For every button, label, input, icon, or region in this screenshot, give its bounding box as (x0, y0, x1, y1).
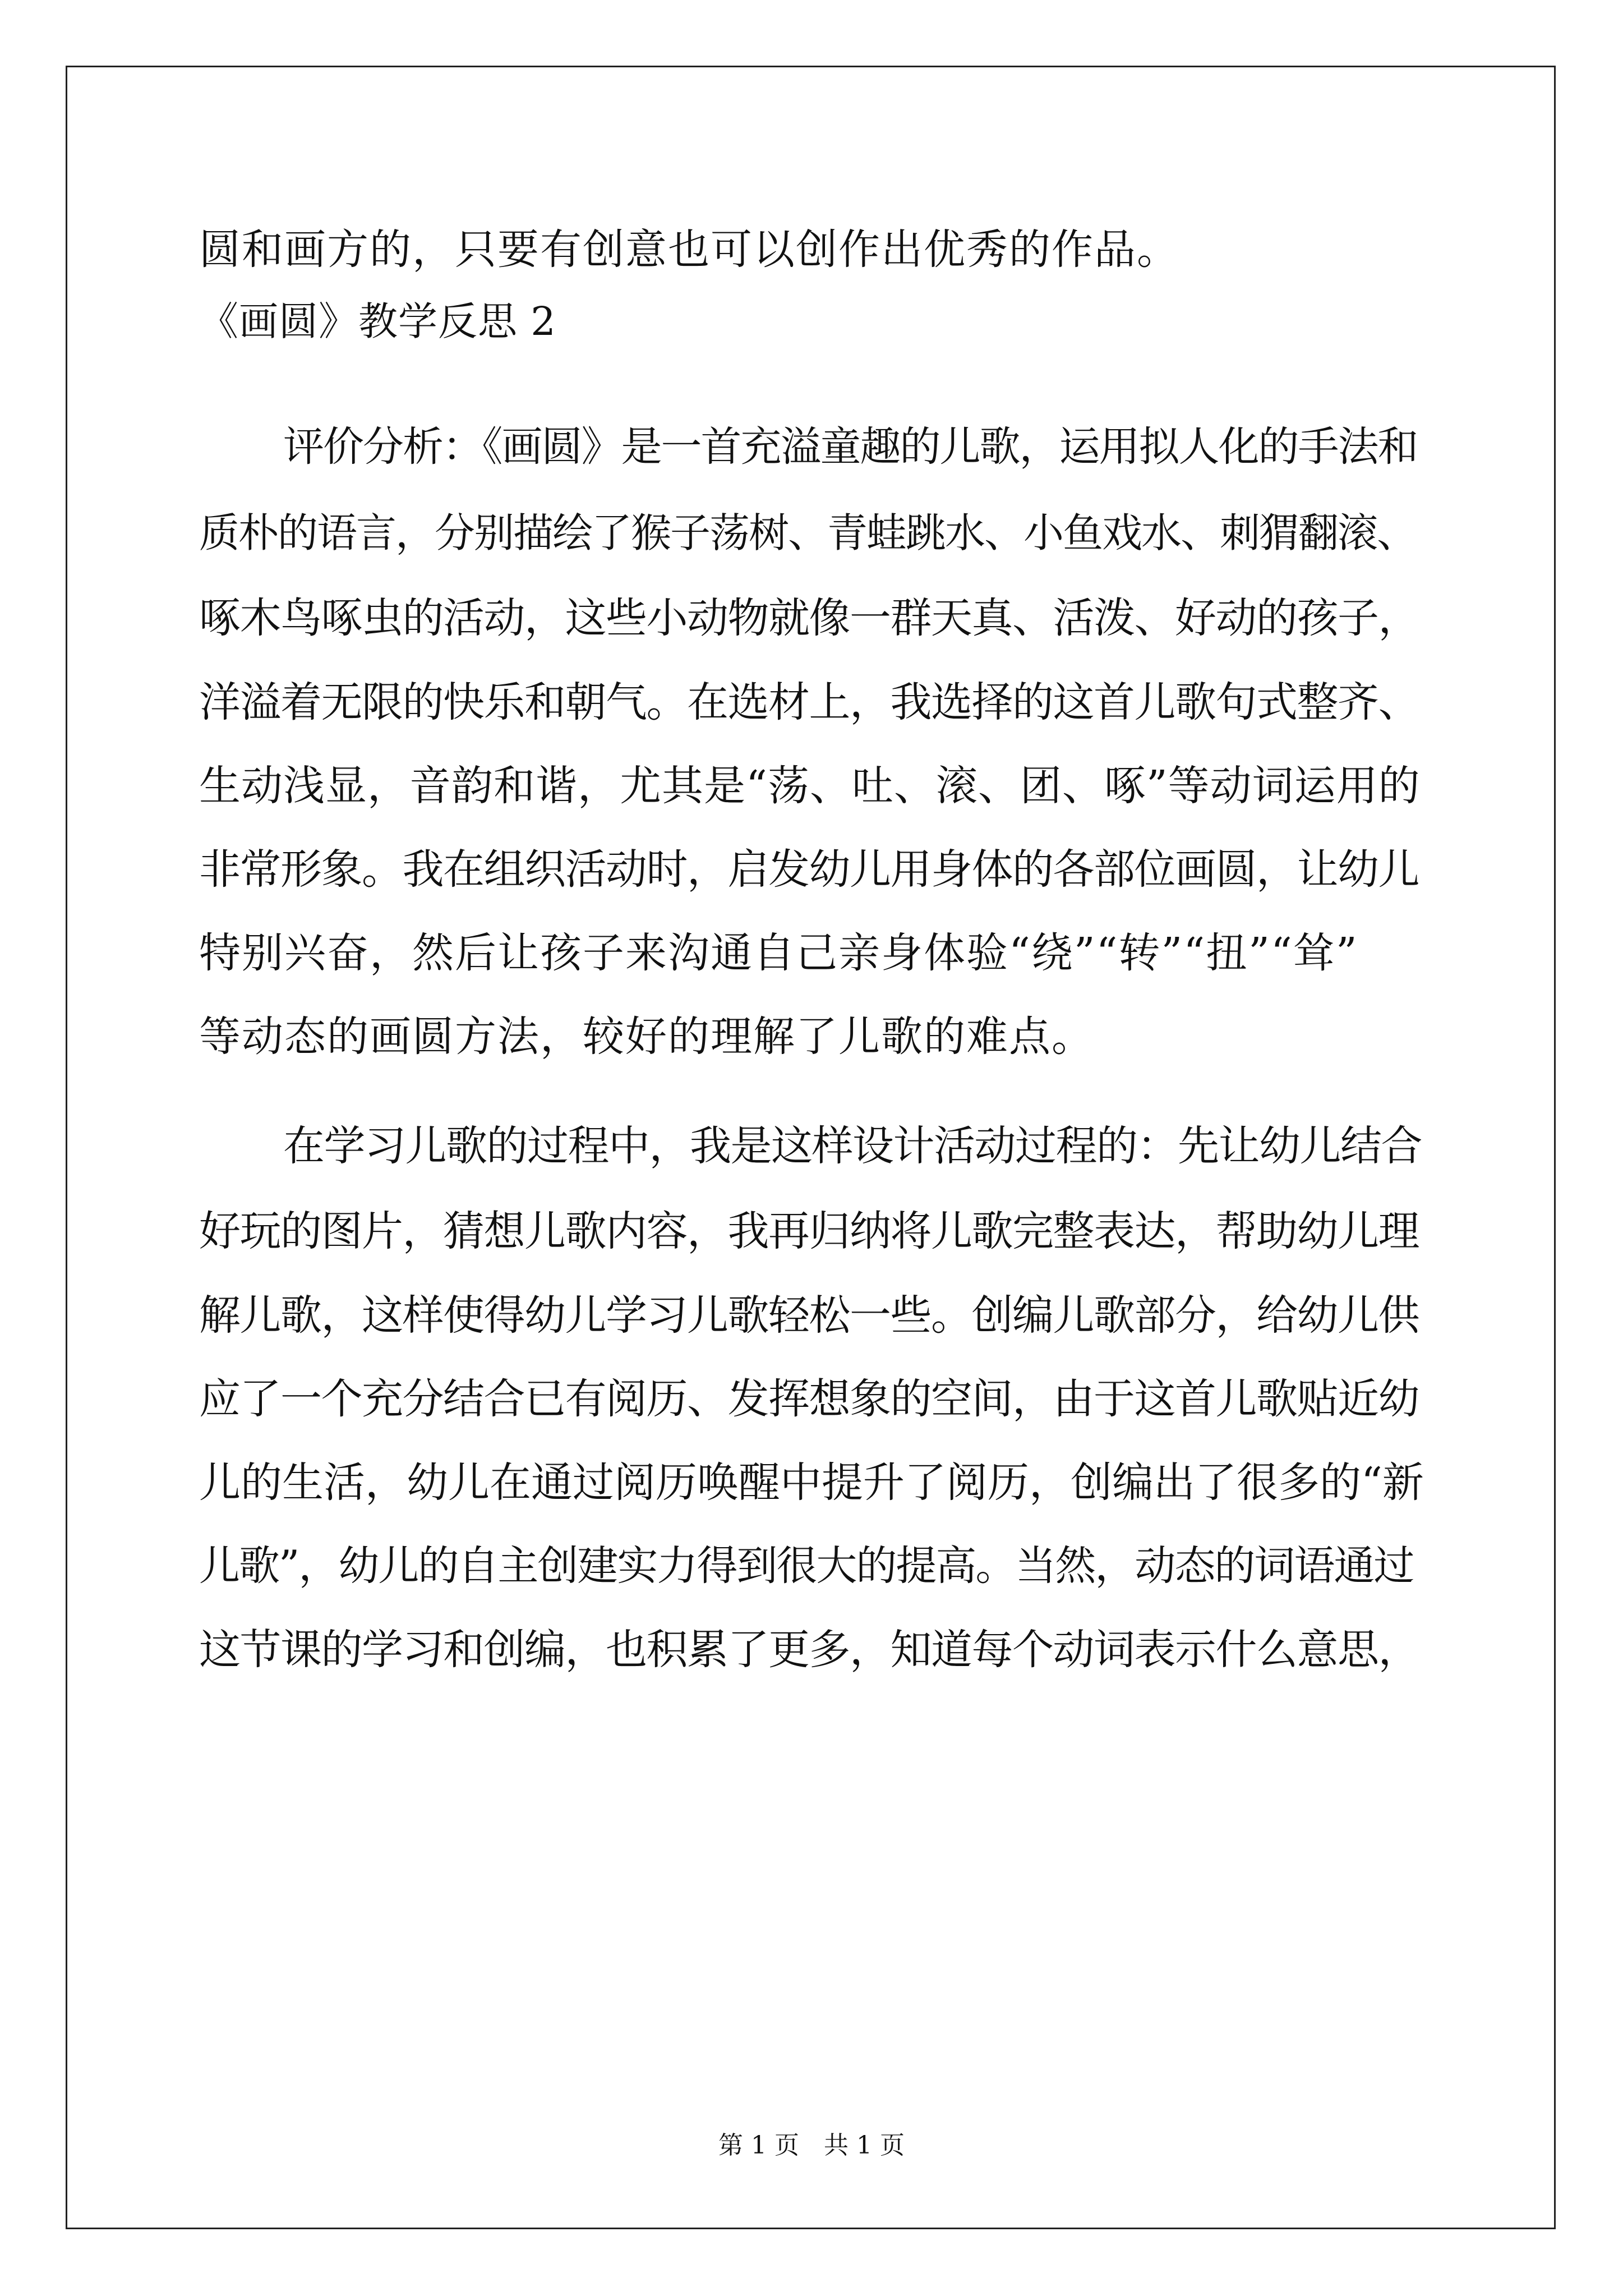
section-heading: 《画圆》教学反思 2 (199, 298, 556, 344)
text-line: 这节课的学习和创编，也积累了更多，知道每个动词表示什么意思， (199, 1626, 1419, 1674)
text-line: 儿歌”，幼儿的自主创建实力得到很大的提高。当然，动态的词语通过 (199, 1542, 1414, 1590)
text-line: 等动态的画圆方法，较好的理解了儿歌的难点。 (199, 1013, 1094, 1061)
text-line: 非常形象。我在组织活动时，启发幼儿用身体的各部位画圆，让幼儿 (199, 845, 1419, 894)
text-line: 儿的生活，幼儿在通过阅历唤醒中提升了阅历，创编出了很多的“新 (199, 1458, 1424, 1507)
text-line: 在学习儿歌的过程中，我是这样设计活动过程的：先让幼儿结合 (283, 1122, 1422, 1170)
text-line: 好玩的图片，猜想儿歌内容，我再归纳将儿歌完整表达，帮助幼儿理 (199, 1207, 1419, 1255)
text-line: 应了一个充分结合已有阅历、发挥想象的空间，由于这首儿歌贴近幼 (199, 1375, 1419, 1423)
text-line: 生动浅显，音韵和谐，尤其是“荡、吐、滚、团、啄”等动词运用的 (199, 762, 1421, 810)
text-line: 评价分析：《画圆》是一首充溢童趣的儿歌，运用拟人化的手法和 (283, 423, 1418, 471)
text-line: 啄木鸟啄虫的活动，这些小动物就像一群天真、活泼、好动的孩子， (199, 594, 1419, 642)
text-line: 质朴的语言，分别描绘了猴子荡树、青蛙跳水、小鱼戏水、刺猬翻滚、 (199, 509, 1417, 556)
text-line: 洋溢着无限的快乐和朝气。在选材上，我选择的这首儿歌句式整齐、 (199, 678, 1419, 726)
page-footer: 第 1 页 共 1 页 (718, 2131, 905, 2160)
text-line: 解儿歌，这样使得幼儿学习儿歌轻松一些。创编儿歌部分，给幼儿供 (199, 1291, 1419, 1340)
text-line: 特别兴奋，然后让孩子来沟通自己亲身体验“绕”“转”“扭”“耸” (199, 929, 1358, 977)
text-line: 圆和画方的，只要有创意也可以创作出优秀的作品。 (199, 226, 1179, 274)
